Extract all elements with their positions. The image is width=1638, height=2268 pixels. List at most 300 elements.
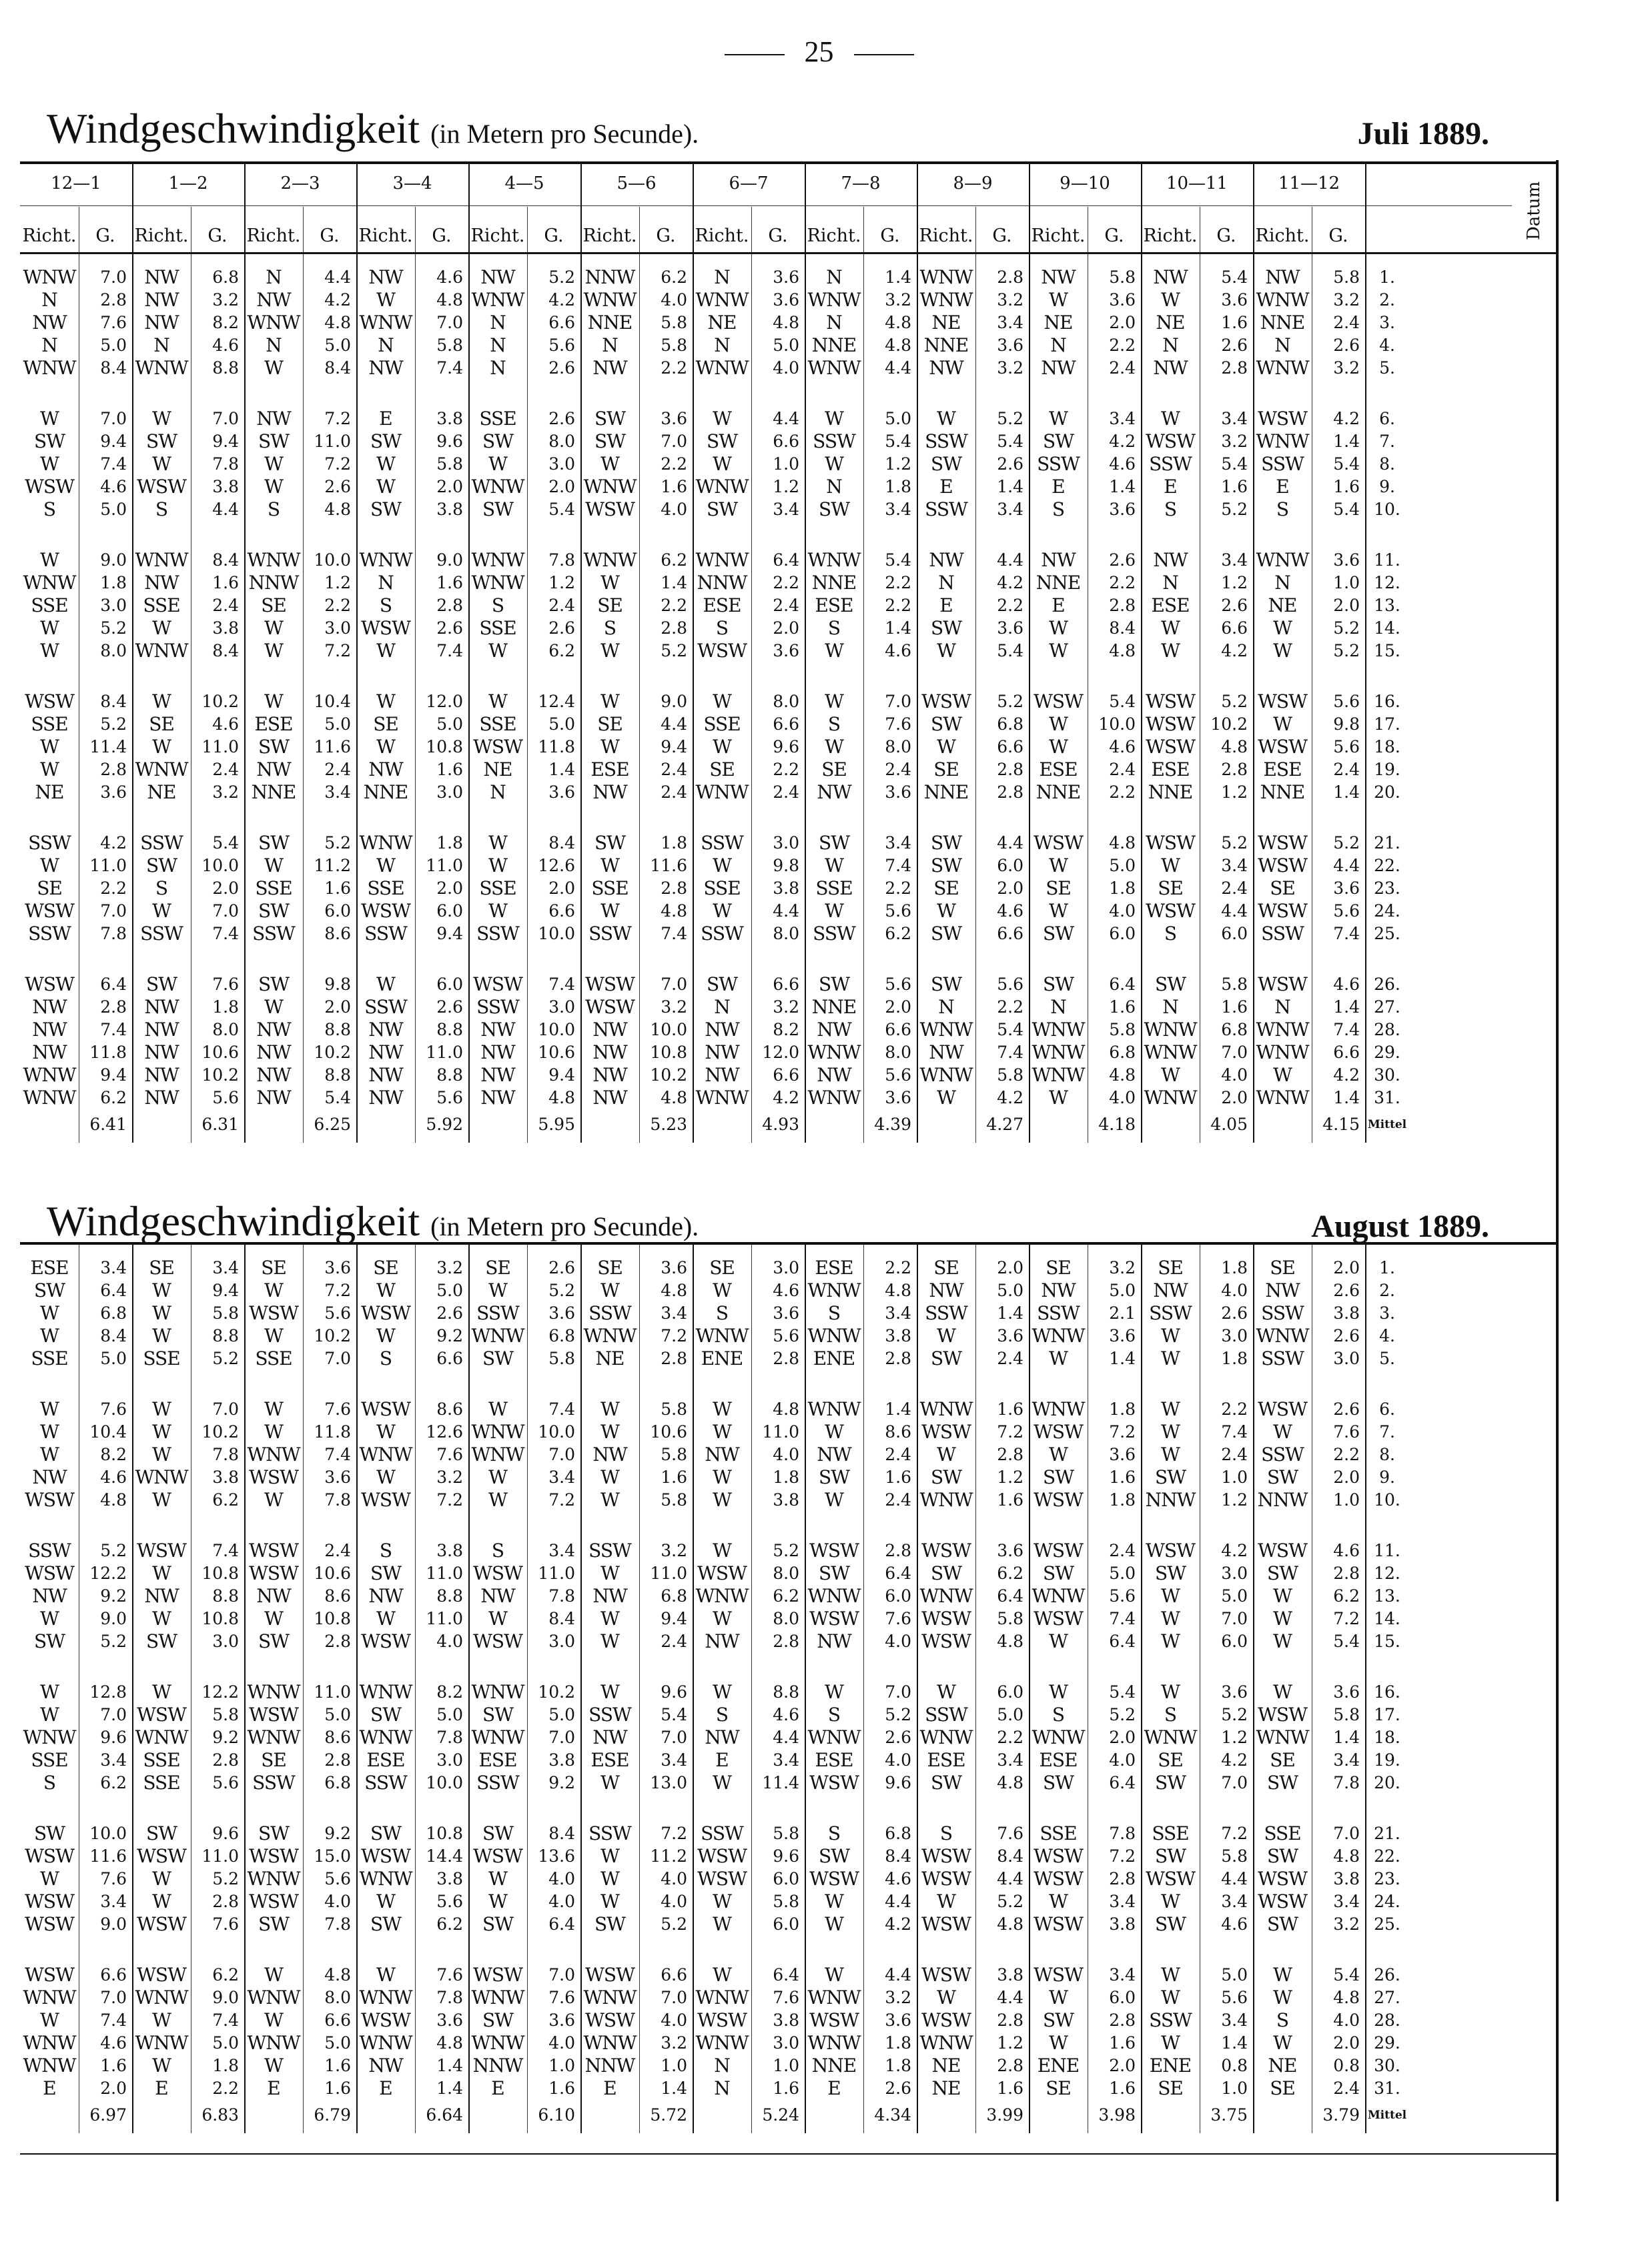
table-row	[20, 758, 1556, 781]
wind-speed: 4.0	[773, 1445, 799, 1464]
wind-direction: W	[937, 408, 955, 430]
wind-direction: N	[490, 334, 506, 356]
wind-speed: 10.0	[538, 1422, 575, 1442]
wind-speed: 5.8	[661, 1445, 687, 1464]
wind-direction: W	[825, 1890, 843, 1912]
wind-speed: 11.0	[426, 1564, 463, 1583]
wind-speed: 5.6	[1221, 1988, 1248, 2007]
subcolumn-divider	[975, 254, 976, 1143]
wind-direction: W	[1049, 855, 1068, 877]
wind-speed: 4.8	[997, 1632, 1023, 1651]
day-number: 5.	[1379, 1349, 1395, 1368]
wind-speed: 1.6	[324, 2056, 351, 2075]
wind-speed: 5.6	[548, 336, 575, 355]
wind-speed: 4.0	[773, 358, 799, 378]
wind-speed: 4.0	[324, 1892, 351, 1911]
wind-speed: 8.2	[436, 1682, 463, 1702]
hour-label: 6—7	[729, 173, 769, 193]
wind-speed: 9.4	[212, 1281, 239, 1300]
wind-speed: 7.2	[661, 1326, 687, 1345]
wind-speed: 8.8	[773, 1682, 799, 1702]
wind-speed: 1.6	[1221, 997, 1248, 1017]
wind-direction: WNW	[1256, 1726, 1309, 1748]
wind-direction: W	[1273, 1064, 1292, 1086]
wind-direction: WSW	[585, 996, 635, 1018]
wind-direction: WNW	[1256, 549, 1309, 571]
table-row	[20, 1845, 1556, 1868]
wind-speed: 4.8	[324, 500, 351, 519]
wind-speed: 3.6	[324, 1468, 351, 1487]
wind-speed: 11.8	[314, 1422, 351, 1442]
table-row	[20, 736, 1556, 758]
wind-speed: 5.4	[997, 641, 1023, 660]
wind-speed: 10.0	[89, 1824, 127, 1843]
wind-direction: SW	[819, 1845, 849, 1867]
column-divider	[1365, 254, 1366, 1143]
wind-speed: 6.0	[436, 975, 463, 994]
wind-direction: N	[826, 266, 842, 288]
wind-speed: 1.0	[1221, 2079, 1248, 2098]
wind-direction: NW	[256, 1019, 291, 1041]
wind-speed: 2.6	[885, 2079, 911, 2098]
wind-direction: N	[1050, 996, 1066, 1018]
wind-speed: 4.6	[1333, 1541, 1360, 1560]
wind-direction: W	[713, 1421, 731, 1443]
wind-direction: NE	[1044, 312, 1073, 334]
wind-speed: 4.0	[1109, 1088, 1136, 1107]
wind-direction: NW	[817, 1064, 851, 1086]
wind-direction: N	[378, 334, 394, 356]
wind-speed: 1.2	[1221, 573, 1248, 592]
wind-direction: S	[1164, 498, 1177, 520]
mean-row	[20, 2103, 1556, 2128]
wind-speed: 5.2	[212, 1869, 239, 1888]
wind-direction: N	[938, 572, 954, 594]
wind-speed: 1.6	[997, 2079, 1023, 2098]
wind-direction: W	[1161, 1964, 1180, 1986]
wind-speed: 6.6	[548, 901, 575, 921]
wind-direction: W	[376, 1421, 395, 1443]
wind-direction: WNW	[695, 289, 749, 311]
wind-direction: WNW	[23, 2055, 76, 2077]
wind-speed: 6.4	[773, 1965, 799, 1985]
wind-speed: 1.4	[1109, 1349, 1136, 1368]
wind-speed: 5.4	[1333, 1632, 1360, 1651]
wind-direction: W	[713, 855, 731, 877]
column-divider	[1253, 254, 1254, 1143]
wind-speed: 3.4	[1109, 1892, 1136, 1911]
wind-direction: WSW	[25, 900, 74, 922]
wind-speed: 2.4	[324, 760, 351, 779]
wind-direction: NW	[480, 1041, 515, 1063]
wind-speed: 6.6	[997, 737, 1023, 756]
wind-direction: SSE	[31, 1347, 68, 1369]
wind-direction: WSW	[1034, 832, 1083, 854]
wind-speed: 4.2	[1333, 409, 1360, 428]
wind-direction: SW	[1267, 1845, 1298, 1867]
wind-speed: 5.8	[997, 1065, 1023, 1085]
wind-speed: 3.4	[548, 1468, 575, 1487]
title-unit: (in Metern pro Secunde).	[430, 119, 699, 149]
wind-direction: NE	[595, 1347, 625, 1369]
wind-direction: WSW	[697, 1562, 747, 1584]
wind-speed: 4.2	[885, 1914, 911, 1934]
wind-direction: WNW	[583, 2032, 637, 2054]
wind-speed: 1.4	[661, 573, 687, 592]
wind-direction: W	[1049, 617, 1068, 639]
wind-direction: S	[827, 713, 841, 735]
wind-speed: 5.6	[324, 1869, 351, 1888]
wind-speed: 3.2	[1221, 432, 1248, 451]
wind-direction: W	[40, 1681, 59, 1703]
wind-direction: E	[1276, 476, 1289, 498]
table-row	[20, 855, 1556, 877]
wind-direction: WNW	[919, 266, 973, 288]
day-number: 9.	[1379, 1468, 1395, 1487]
wind-speed: 2.4	[1221, 1445, 1248, 1464]
wind-direction: WNW	[919, 1019, 973, 1041]
wind-direction: E	[827, 2077, 841, 2099]
wind-direction: N	[1274, 334, 1290, 356]
wind-speed: 7.6	[100, 313, 127, 332]
wind-speed: 2.8	[1109, 2011, 1136, 2030]
wind-speed: 1.6	[997, 1399, 1023, 1419]
table-row	[20, 408, 1556, 430]
wind-speed: 6.2	[212, 1965, 239, 1985]
day-number: 10.	[1374, 1490, 1400, 1510]
wind-direction: N	[490, 312, 506, 334]
day-number: 13.	[1374, 596, 1400, 615]
wind-speed: 7.0	[436, 313, 463, 332]
subcolumn-divider	[863, 254, 864, 1143]
wind-direction: W	[713, 1913, 731, 1935]
wind-speed: 12.0	[762, 1043, 799, 1062]
wind-direction: N	[41, 289, 57, 311]
subcolumn-divider	[975, 207, 976, 252]
wind-speed: 4.0	[661, 2011, 687, 2030]
table-row	[20, 1421, 1556, 1444]
wind-speed: 2.0	[1333, 1468, 1360, 1487]
wind-direction: W	[40, 1704, 59, 1726]
wind-direction: NW	[592, 1064, 627, 1086]
wind-speed: 6.2	[212, 1490, 239, 1510]
wind-speed: 7.8	[1333, 1773, 1360, 1792]
wind-direction: N	[490, 781, 506, 803]
wind-direction: WSW	[1146, 713, 1195, 735]
wind-speed: 3.8	[436, 500, 463, 519]
wind-speed: 2.4	[773, 782, 799, 802]
wind-direction: NW	[144, 1064, 179, 1086]
wind-direction: W	[376, 476, 395, 498]
wind-speed: 3.8	[997, 1965, 1023, 1985]
wind-direction: NW	[929, 549, 963, 571]
wind-speed: 2.0	[436, 477, 463, 496]
wind-speed: 4.4	[1221, 1869, 1248, 1888]
wind-direction: ENE	[813, 1347, 855, 1369]
day-number: 11.	[1374, 1541, 1400, 1560]
wind-speed: 5.0	[1221, 1586, 1248, 1606]
mean-value: 6.10	[538, 2105, 575, 2125]
wind-direction: WSW	[697, 1868, 747, 1890]
wind-speed: 8.4	[100, 358, 127, 378]
wind-speed: 4.8	[1333, 1988, 1360, 2007]
wind-direction: SW	[931, 1772, 961, 1794]
wind-speed: 3.8	[212, 618, 239, 638]
wind-direction: W	[1161, 408, 1180, 430]
wind-direction: W	[376, 973, 395, 995]
wind-direction: SSW	[1261, 453, 1304, 475]
wind-speed: 2.6	[548, 409, 575, 428]
day-number: 30.	[1374, 1065, 1400, 1085]
day-number: 8.	[1379, 1445, 1395, 1464]
wind-speed: 4.6	[885, 1869, 911, 1888]
column-divider	[1141, 1245, 1142, 2133]
wind-speed: 4.4	[997, 833, 1023, 853]
wind-direction: NW	[1265, 266, 1300, 288]
day-number: 6.	[1379, 409, 1395, 428]
table-row	[20, 1630, 1556, 1653]
column-divider	[356, 164, 358, 252]
table-title	[47, 1197, 699, 1246]
wind-speed: 1.4	[1333, 782, 1360, 802]
table-row	[20, 430, 1556, 453]
wind-speed: 5.0	[324, 2033, 351, 2053]
wind-direction: W	[713, 690, 731, 712]
wind-speed: 2.8	[661, 879, 687, 898]
wind-speed: 1.8	[436, 833, 463, 853]
wind-speed: 7.4	[548, 975, 575, 994]
wind-direction: WNW	[23, 572, 76, 594]
wind-speed: 10.4	[314, 692, 351, 711]
wind-speed: 6.6	[773, 1065, 799, 1085]
wind-direction: WSW	[25, 1913, 74, 1935]
wind-speed: 6.0	[997, 856, 1023, 875]
wind-direction: W	[937, 1681, 955, 1703]
wind-direction: WNW	[471, 1444, 524, 1466]
wind-speed: 4.4	[773, 1728, 799, 1747]
column-divider	[805, 164, 806, 252]
wind-direction: SW	[370, 430, 401, 452]
wind-direction: SW	[1267, 1466, 1298, 1488]
wind-direction: SW	[931, 1466, 961, 1488]
wind-direction: WSW	[137, 1913, 186, 1935]
wind-speed: 7.4	[1333, 1020, 1360, 1039]
wind-speed: 4.4	[661, 714, 687, 734]
wind-direction: SW	[146, 1822, 177, 1844]
wind-speed: 2.2	[1109, 573, 1136, 592]
mean-value: 6.31	[201, 1115, 239, 1134]
wind-direction: NW	[592, 1041, 627, 1063]
wind-speed: 10.2	[314, 1326, 351, 1345]
wind-speed: 2.2	[885, 1258, 911, 1277]
wind-direction: E	[939, 594, 953, 616]
wind-direction: WNW	[23, 1087, 76, 1109]
wind-speed: 8.4	[1109, 618, 1136, 638]
wind-direction: SW	[1267, 1913, 1298, 1935]
wind-direction: SE	[373, 1257, 398, 1279]
wind-direction: SSW	[140, 923, 183, 945]
wind-speed: 1.6	[1109, 1468, 1136, 1487]
wind-table-july	[20, 161, 1556, 1143]
wind-direction: W	[376, 1325, 395, 1347]
direction-header: Richt.	[695, 225, 749, 246]
wind-speed: 3.6	[773, 290, 799, 310]
wind-speed: 3.4	[661, 1303, 687, 1323]
wind-direction: W	[152, 1279, 171, 1301]
wind-speed: 4.2	[100, 833, 127, 853]
wind-speed: 9.0	[661, 692, 687, 711]
wind-direction: W	[40, 1444, 59, 1466]
wind-direction: WNW	[471, 1681, 524, 1703]
wind-speed: 6.4	[1109, 975, 1136, 994]
wind-direction: ESE	[815, 594, 853, 616]
wind-speed: 4.6	[212, 336, 239, 355]
table-row	[20, 357, 1556, 380]
wind-direction: W	[600, 736, 619, 758]
direction-header: Richt.	[582, 225, 637, 246]
column-divider	[244, 164, 246, 252]
wind-direction: SW	[146, 1630, 177, 1652]
wind-direction: SW	[370, 498, 401, 520]
hour-label: 9—10	[1060, 173, 1110, 193]
wind-direction: S	[1052, 498, 1065, 520]
wind-speed: 5.2	[1221, 833, 1248, 853]
wind-direction: WNW	[695, 1087, 749, 1109]
wind-speed: 8.8	[212, 1326, 239, 1345]
wind-direction: W	[1161, 1064, 1180, 1086]
wind-direction: W	[600, 453, 619, 475]
wind-speed: 7.6	[212, 1914, 239, 1934]
wind-direction: W	[40, 2009, 59, 2031]
hour-label: 10—11	[1166, 173, 1228, 193]
wind-direction: W	[376, 690, 395, 712]
wind-speed: 5.2	[997, 1892, 1023, 1911]
wind-direction: W	[40, 1868, 59, 1890]
table-row	[20, 1681, 1556, 1704]
table-row	[20, 498, 1556, 521]
wind-speed: 7.8	[436, 1988, 463, 2007]
wind-speed: 2.2	[1109, 336, 1136, 355]
wind-direction: W	[488, 1890, 507, 1912]
wind-direction: W	[825, 1913, 843, 1935]
wind-speed: 3.2	[661, 997, 687, 1017]
wind-direction: WNW	[135, 549, 188, 571]
wind-speed: 3.0	[548, 1632, 575, 1651]
wind-direction: W	[152, 1421, 171, 1443]
wind-direction: NW	[929, 1279, 963, 1301]
wind-speed: 2.2	[997, 997, 1023, 1017]
mean-value: 5.72	[650, 2105, 687, 2125]
wind-speed: 4.4	[212, 500, 239, 519]
wind-speed: 3.0	[1221, 1564, 1248, 1583]
wind-direction: NE	[147, 781, 176, 803]
wind-direction: WSW	[473, 736, 522, 758]
wind-direction: WSW	[1146, 690, 1195, 712]
wind-direction: W	[152, 1444, 171, 1466]
mean-value: 3.99	[986, 2105, 1023, 2125]
wind-direction: W	[152, 1562, 171, 1584]
table-row	[20, 2032, 1556, 2055]
wind-speed: 7.8	[212, 454, 239, 474]
wind-direction: W	[1273, 2032, 1292, 2054]
mean-value: 4.05	[1210, 1115, 1248, 1134]
wind-speed: 3.4	[1221, 1892, 1248, 1911]
wind-speed: 7.8	[436, 1728, 463, 1747]
wind-speed: 2.8	[1333, 1564, 1360, 1583]
wind-speed: 2.6	[436, 618, 463, 638]
wind-speed: 5.8	[436, 336, 463, 355]
wind-speed: 3.6	[436, 2011, 463, 2030]
wind-direction: W	[40, 1398, 59, 1420]
wind-speed: 2.8	[773, 1349, 799, 1368]
wind-speed: 5.0	[1109, 1281, 1136, 1300]
wind-direction: S	[491, 1540, 504, 1562]
wind-direction: W	[152, 2055, 171, 2077]
wind-direction: SW	[34, 1822, 65, 1844]
wind-speed: 10.8	[426, 1824, 463, 1843]
wind-speed: 7.6	[885, 1609, 911, 1628]
wind-speed: 7.4	[997, 1043, 1023, 1062]
wind-speed: 10.2	[314, 1043, 351, 1062]
table-row	[20, 1444, 1556, 1466]
wind-direction: S	[155, 498, 168, 520]
wind-direction: E	[939, 476, 953, 498]
wind-speed: 4.6	[773, 1281, 799, 1300]
wind-direction: SE	[709, 1257, 735, 1279]
wind-direction: W	[40, 453, 59, 475]
wind-direction: NW	[32, 312, 67, 334]
wind-direction: W	[825, 1421, 843, 1443]
wind-direction: W	[600, 1845, 619, 1867]
wind-direction: NE	[35, 781, 64, 803]
wind-speed: 7.8	[324, 1914, 351, 1934]
wind-speed: 1.2	[773, 477, 799, 496]
bottom-rule	[20, 2153, 1559, 2155]
wind-speed: 8.0	[100, 641, 127, 660]
wind-direction: WSW	[249, 1704, 298, 1726]
wind-speed: 10.0	[314, 550, 351, 570]
wind-speed: 3.4	[100, 1750, 127, 1770]
wind-direction: NW	[929, 1041, 963, 1063]
wind-direction: W	[376, 289, 395, 311]
wind-direction: SW	[482, 1704, 513, 1726]
wind-speed: 6.8	[100, 1303, 127, 1323]
wind-speed: 1.8	[212, 997, 239, 1017]
wind-speed: 3.4	[100, 1892, 127, 1911]
wind-speed: 5.2	[1221, 1705, 1248, 1724]
wind-direction: SSE	[31, 713, 68, 735]
wind-speed: 5.2	[100, 1541, 127, 1560]
wind-speed: 5.6	[1333, 737, 1360, 756]
wind-direction: NW	[368, 1064, 403, 1086]
wind-speed: 5.6	[773, 1326, 799, 1345]
wind-speed: 2.4	[885, 1490, 911, 1510]
wind-direction: S	[267, 498, 280, 520]
wind-speed: 2.2	[1109, 782, 1136, 802]
column-divider	[693, 1245, 694, 2133]
wind-direction: NW	[1265, 1279, 1300, 1301]
wind-direction: SSW	[28, 1540, 71, 1562]
wind-speed: 2.8	[1109, 596, 1136, 615]
wind-speed: 1.6	[1109, 997, 1136, 1017]
wind-direction: SW	[819, 498, 849, 520]
wind-speed: 5.2	[773, 1541, 799, 1560]
wind-speed: 11.0	[314, 1682, 351, 1702]
wind-speed: 5.0	[100, 500, 127, 519]
wind-direction: W	[1049, 1987, 1068, 2009]
wind-direction: SW	[258, 1913, 289, 1935]
wind-speed: 5.4	[1221, 454, 1248, 474]
